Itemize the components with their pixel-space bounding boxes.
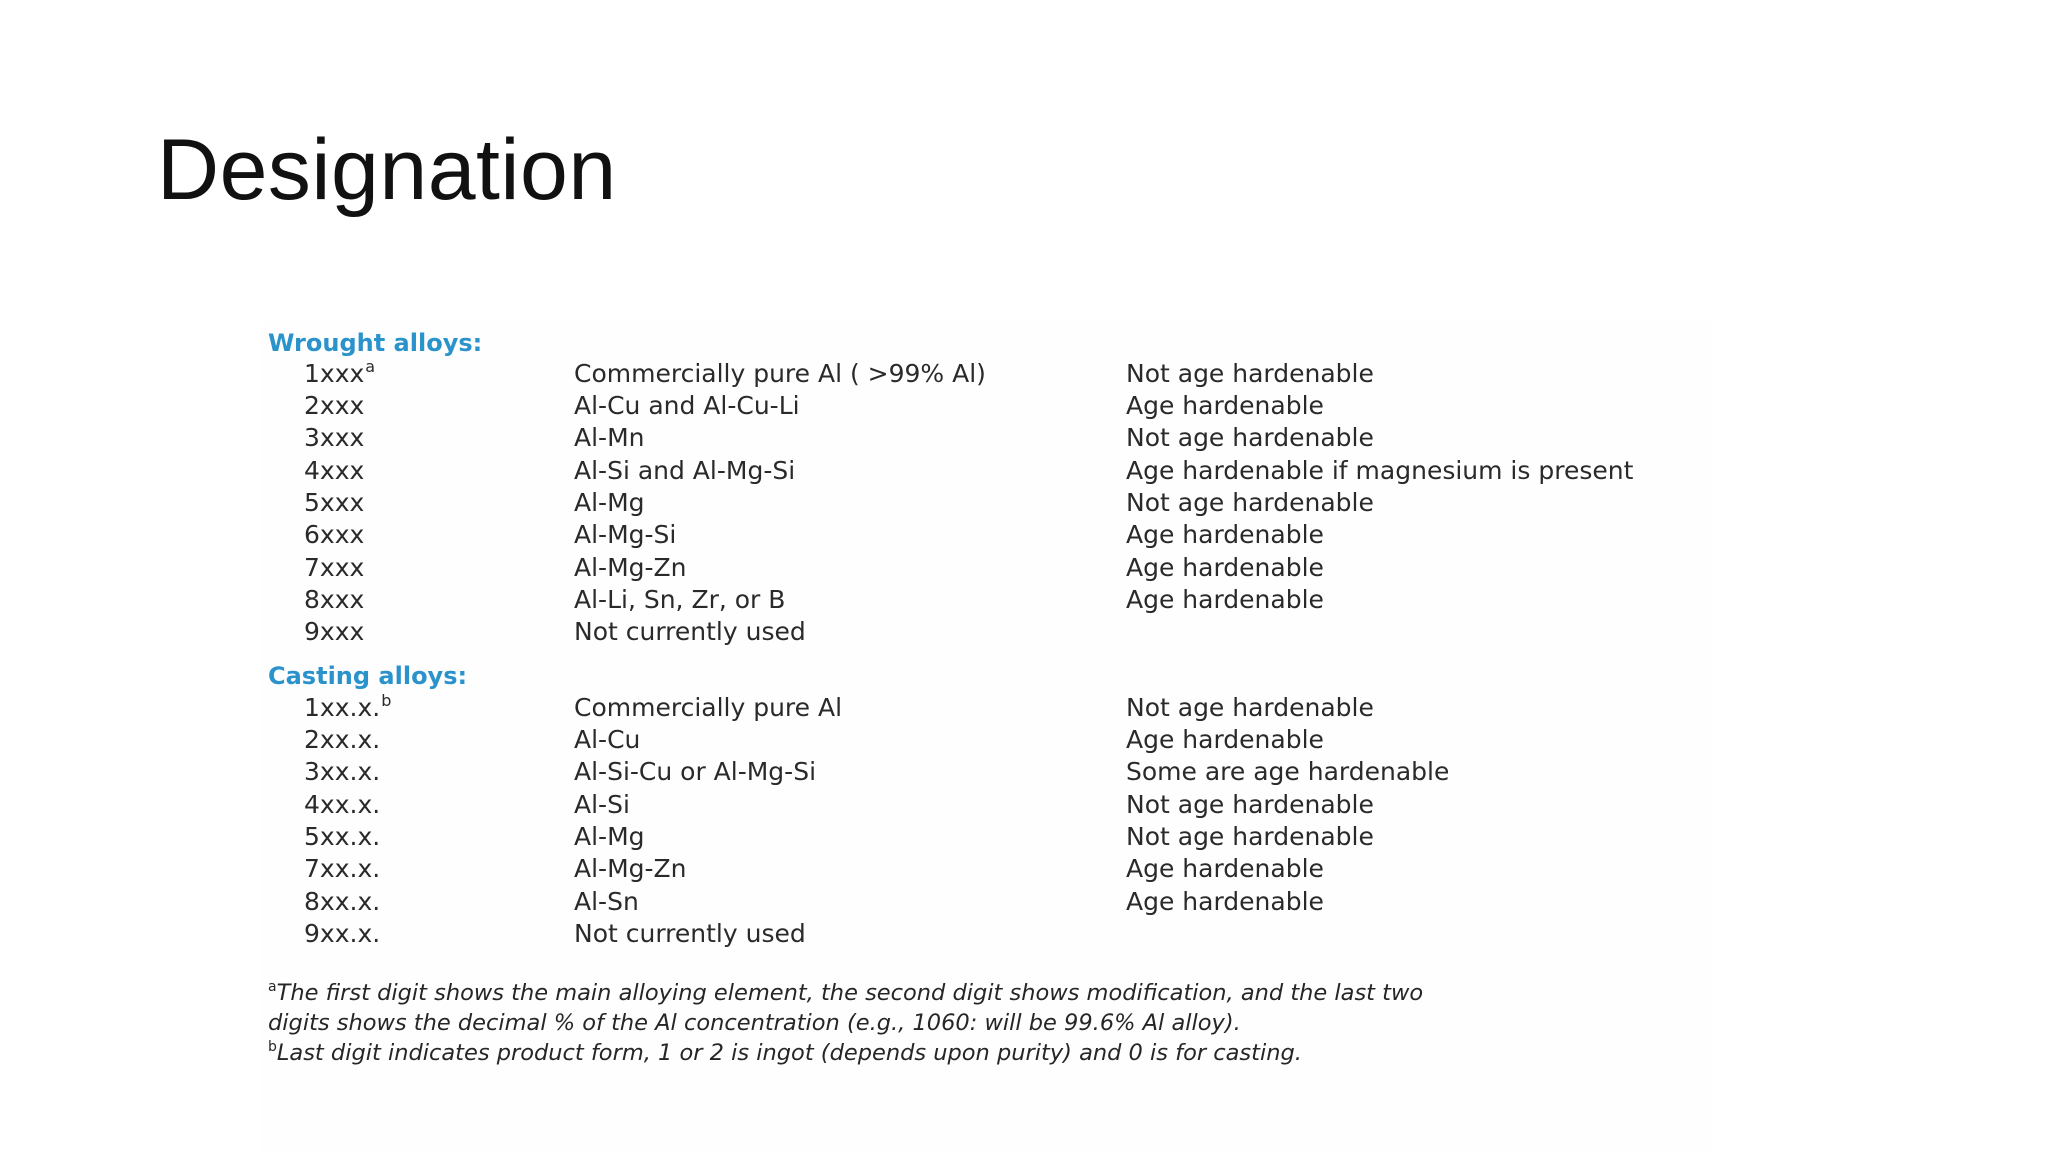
alloy-composition: Al-Mg (574, 488, 645, 517)
alloy-code: 1xxx$^a$ (304, 357, 376, 388)
table-row (262, 455, 1712, 487)
alloy-code: 3xxx (304, 423, 365, 452)
alloy-composition: Al-Mg (574, 822, 645, 851)
table-row (262, 422, 1712, 454)
footnote-a-line-2: digits shows the decimal % of the Al concentration (e.g., 1060: will be 99.6% Al alloy). (268, 1010, 1241, 1036)
footnote-marker: a (365, 357, 376, 376)
footnote-marker: b (268, 1039, 277, 1055)
alloy-composition: Al-Sn (574, 887, 639, 916)
alloy-code: 3xx.x. (304, 757, 381, 786)
alloy-composition: Al-Mg-Zn (574, 854, 687, 883)
alloy-code: 7xx.x. (304, 854, 381, 883)
table-row (262, 552, 1712, 584)
alloy-composition: Not currently used (574, 617, 806, 646)
alloy-composition: Al-Si (574, 790, 630, 819)
table-row (262, 390, 1712, 422)
alloy-hardenability: Not age hardenable (1126, 822, 1374, 851)
footnote-b-line-1: $^b$Last digit indicates product form, 1 or 2 is ingot (depends upon purity) and 0 is for casting. (268, 1039, 1302, 1066)
alloy-hardenability: Not age hardenable (1126, 423, 1374, 452)
alloy-composition: Al-Cu and Al-Cu-Li (574, 391, 800, 420)
alloy-code: 6xxx (304, 520, 365, 549)
alloy-hardenability: Age hardenable (1126, 887, 1324, 916)
alloy-hardenability: Age hardenable if magnesium is present (1126, 456, 1634, 485)
alloy-code: 9xxx (304, 617, 365, 646)
alloy-composition: Not currently used (574, 919, 806, 948)
alloy-hardenability: Not age hardenable (1126, 790, 1374, 819)
table-row (262, 519, 1712, 551)
alloy-code: 2xx.x. (304, 725, 381, 754)
table-row (262, 692, 1712, 724)
alloy-hardenability: Age hardenable (1126, 553, 1324, 582)
alloy-code: 1xx.x.$^b$ (304, 691, 392, 722)
table-row (262, 724, 1712, 756)
alloy-composition: Al-Mg-Zn (574, 553, 687, 582)
table-row (262, 584, 1712, 616)
table-row (262, 616, 1712, 648)
table-row (262, 886, 1712, 918)
alloy-code: 4xxx (304, 456, 365, 485)
alloy-hardenability: Not age hardenable (1126, 359, 1374, 388)
alloy-hardenability: Age hardenable (1126, 854, 1324, 883)
alloy-hardenability: Age hardenable (1126, 520, 1324, 549)
alloy-code: 8xxx (304, 585, 365, 614)
alloy-designation-table (262, 322, 1712, 1152)
alloy-code: 7xxx (304, 553, 365, 582)
alloy-hardenability: Not age hardenable (1126, 693, 1374, 722)
alloy-composition: Al-Si and Al-Mg-Si (574, 456, 796, 485)
alloy-code: 2xxx (304, 391, 365, 420)
alloy-hardenability: Some are age hardenable (1126, 757, 1450, 786)
slide-title: Designation (157, 122, 617, 218)
alloy-code: 4xx.x. (304, 790, 381, 819)
footnote-marker: b (381, 691, 392, 710)
alloy-composition: Al-Cu (574, 725, 641, 754)
footnote-a-line-1: $^a$The first digit shows the main alloying element, the second digit shows modification, and the last two (268, 979, 1424, 1006)
table-row (262, 487, 1712, 519)
alloy-composition: Commercially pure Al (574, 693, 843, 722)
alloy-hardenability: Age hardenable (1126, 725, 1324, 754)
alloy-composition: Commercially pure Al ( >99% Al) (574, 359, 986, 388)
alloy-hardenability: Age hardenable (1126, 585, 1324, 614)
alloy-hardenability: Age hardenable (1126, 391, 1324, 420)
casting-alloys-heading: Casting alloys: (268, 662, 468, 690)
alloy-composition: Al-Si-Cu or Al-Mg-Si (574, 757, 817, 786)
table-row (262, 358, 1712, 390)
alloy-code: 8xx.x. (304, 887, 381, 916)
table-footnotes (268, 978, 1698, 1068)
alloy-composition: Al-Mn (574, 423, 645, 452)
table-row (262, 853, 1712, 885)
alloy-code: 9xx.x. (304, 919, 381, 948)
table-row (262, 789, 1712, 821)
wrought-alloys-heading: Wrought alloys: (268, 329, 483, 357)
alloy-hardenability: Not age hardenable (1126, 488, 1374, 517)
alloy-composition: Al-Li, Sn, Zr, or B (574, 585, 786, 614)
alloy-code: 5xxx (304, 488, 365, 517)
footnote-marker: a (268, 979, 277, 995)
table-row (262, 918, 1712, 950)
table-row (262, 821, 1712, 853)
alloy-code: 5xx.x. (304, 822, 381, 851)
alloy-composition: Al-Mg-Si (574, 520, 677, 549)
table-row (262, 756, 1712, 788)
